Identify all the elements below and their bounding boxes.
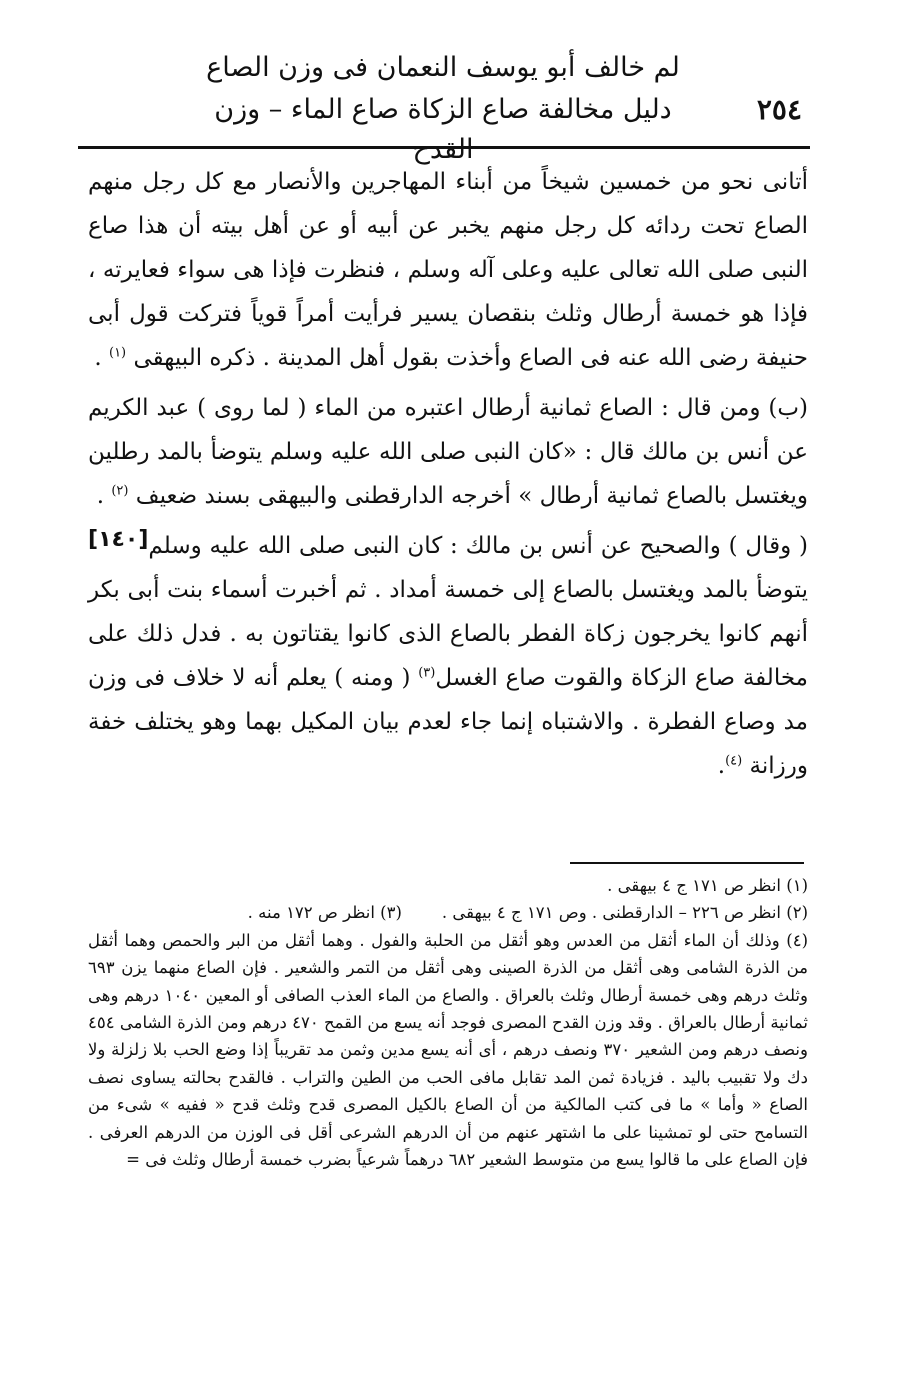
paragraph-2-text: (ب) ومن قال : الصاع ثمانية أرطال اعتبره من الماء ( لما روى ) عبد الكريم عن أنس بن مالك قال : «كان النبى صلى الله عليه وسلم يتوضأ بالمد رطلين ويغتسل بالصاع ثمانية أرطال » أخرجه الدارقطنى والبيهقى بسند ضعيف (88, 395, 808, 509)
footnotes (88, 872, 808, 1173)
footnote-row-2-3 (88, 899, 808, 926)
reference-number: [١٤٠] (88, 527, 149, 552)
paragraph-3-text: ( وقال ) والصحيح عن أنس بن مالك : كان النبى صلى الله عليه وسلم يتوضأ بالمد ويغتسل بالصاع إلى خمسة أمداد . ثم أخبرت أسماء بنت أبى بكر أنهم كانوا يخرجون زكاة الفطر بالصاع الذى كانوا يقتاتون به . فدل ذلك على مخالفة صاع الزكاة والقوت صاع الغسل (88, 533, 808, 691)
footnote-marker-1[interactable]: (١) (108, 345, 127, 361)
paragraph-1-end: . (94, 345, 109, 371)
paragraph-1 (88, 160, 808, 380)
paragraph-2 (88, 386, 808, 552)
running-title: لم خالف أبو يوسف النعمان فى وزن الصاع (206, 52, 680, 83)
footnote-2: (٢) انظر ص ٢٢٦ – الدارقطنى . وص ١٧١ ج ٤ بيهقى . (441, 903, 808, 923)
section-title: دليل مخالفة صاع الزكاة صاع الماء – وزن القدح (214, 94, 672, 165)
footnote-3: (٣) انظر ص ١٧٢ منه . (247, 903, 402, 923)
page-header (78, 44, 810, 165)
page-number: ٢٥٤ (756, 93, 802, 126)
paragraph-1-text: أتانى نحو من خمسين شيخاً من أبناء المهاجرين والأنصار مع كل رجل منهم الصاع تحت ردائه كل رجل منهم يخبر عن أبيه أو عن أهل بيته أن هذا صاع النبى صلى الله تعالى عليه وعلى آله وسلم ، فنظرت فإذا هى سواء فعايرته ، فإذا هو خمسة أرطال وثلث بنقصان يسير فرأيت أمراً قوياً فتركت قول أبى حنيفة رضى الله عنه فى الصاع وأخذت بقول أهل المدينة . ذكره البيهقى (88, 169, 808, 371)
footnote-4: (٤) وذلك أن الماء أثقل من العدس وهو أثقل من الحلبة والفول . وهما أثقل من البر والحمص وهما أثقل من الذرة الشامى وهى أثقل من الذرة الصينى وهى أثقل من التمر والشعير . فإن الصاع منهما يزن ٦٩٣ وثلث درهم وهى خمسة أرطال وثلث بالعراق . والصاع من الماء العذب الصافى أو المعين ١٠٤٠ درهم وهى ثمانية أرطال بالعراق . وقد وزن القدح المصرى فوجد أنه يسع من القمح ٤٧٠ درهم ومن الذرة الشامى ٤٥٤ ونصف درهم ومن الشعير ٣٧٠ ونصف درهم ، أى أنه يسع مدين وثمن مد تقريباً إذا وضع الحب بلا زلزلة ولا دك ولا تقبيب باليد . فزيادة ثمن المد تقابل مافى الحب من الطين والتراب . فالقدح بحالته يساوى نصف الصاع « وأما » ما فى كتب المالكية من أن الصاع بالكيل المصرى قدح وثلث قدح « ففيه » شىء من التسامح حتى لو تمشينا على ما اشتهر عنهم من أن الدرهم الشرعى أقل فى الوزن من الدرهم العرفى . فإن الصاع على ما قالوا يسع من متوسط الشعير ٦٨٢ درهماً شرعياً بضرب خمسة أرطال وثلث فى = (88, 930, 808, 1170)
footnote-marker-4[interactable]: (٤) (725, 753, 743, 769)
footnote-marker-3[interactable]: (٣) (418, 665, 436, 681)
header-divider (78, 146, 810, 149)
paragraph-3 (88, 524, 808, 788)
paragraph-3-end: . (717, 753, 726, 779)
paragraph-3-rest: ( ومنه ) يعلم أنه لا خلاف فى وزن مد وصاع الفطرة . والاشتباه إنما جاء لعدم بيان المكيل بهما وهو يختلف خفة ورزانة (88, 665, 808, 779)
footnote-1: (١) انظر ص ١٧١ ج ٤ بيهقى . (607, 876, 808, 895)
paragraph-2-end: . (96, 483, 112, 509)
main-text (88, 160, 808, 788)
footnote-marker-2[interactable]: (٢) (111, 483, 129, 499)
footnote-divider (570, 862, 804, 864)
